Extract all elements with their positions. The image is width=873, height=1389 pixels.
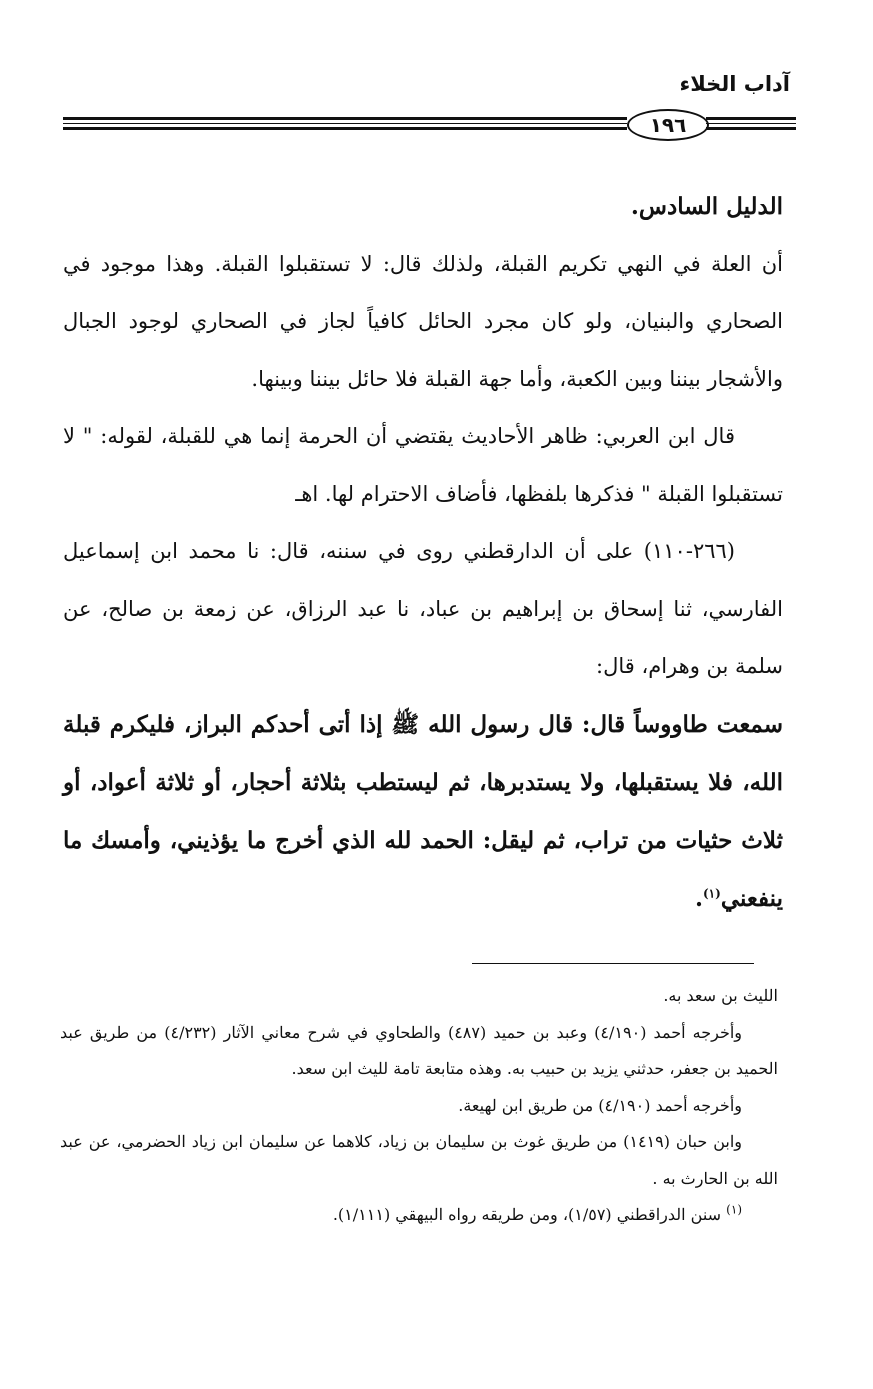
main-text: [63, 178, 783, 928]
footnote-ibn-hibban: وابن حبان (١٤١٩) من طريق غوث بن سليمان بن زياد، كلاهما عن سليمان ابن زياد الحضرمي، عن عبد الله بن الحارث به .: [60, 1132, 778, 1188]
paragraph-reason: أن العلة في النهي تكريم القبلة، ولذلك قال: لا تستقبلوا القبلة. وهذا موجود في الصحاري والبنيان، ولو كان مجرد الحائل كافياً لجاز في الصحاري لوجود الجبال والأشجار بيننا وبين الكعبة، وأما جهة القبلة فلا حائل بيننا وبينها.: [63, 251, 783, 391]
footnote-ahmad-abd: وأخرجه أحمد (٤/١٩٠) وعبد بن حميد (٤٨٧) والطحاوي في شرح معاني الآثار (٤/٢٣٢) من طريق عبد الحميد بن جعفر، حدثني يزيد بن حبيب به. وهذه متابعة تامة لليث ابن سعد.: [60, 1022, 778, 1078]
running-header-title: آداب الخلاء: [679, 72, 790, 96]
section-heading: الدليل السادس.: [630, 193, 783, 220]
footnote-continuation: الليث بن سعد به.: [663, 986, 778, 1005]
footnote-ahmad-lahia: وأخرجه أحمد (٤/١٩٠) من طريق ابن لهيعة.: [458, 1095, 742, 1115]
hadith-text: [63, 696, 783, 928]
footnote-reference: (١): [702, 885, 721, 900]
hadith-end-mark: .: [694, 884, 703, 912]
page-number: ١٩٦: [627, 109, 709, 141]
paragraph-isnad: (٢٦٦-١١٠) على أن الدارقطني روى في سننه، قال: نا محمد ابن إسماعيل الفارسي، ثنا إسحاق بن إبراهيم بن عباد، نا عبد الرزاق، عن زمعة بن صالح، عن سلمة بن وهرام، قال:: [63, 539, 783, 678]
header-rule-right: [706, 117, 796, 131]
hadith-body: سمعت طاووساً قال: قال رسول الله ﷺ إذا أتى أحدكم البراز، فليكرم قبلة الله، فلا يستقبلها، ولا يستدبرها، ثم ليستطب بثلاثة أحجار، أو ثلاثة أعواد، أو ثلاث حثيات من تراب، ثم ليقل: الحمد لله الذي أخرج ما يؤذيني، وأمسك ما ينفعني: [63, 710, 783, 912]
footnote-1: [60, 1197, 778, 1234]
footnotes: [60, 978, 778, 1234]
footnote-separator: [472, 963, 754, 964]
footnote-1-text: سنن الدراقطني (١/٥٧)، ومن طريقه رواه البيهقي (١/١١١).: [332, 1205, 722, 1224]
paragraph-ibn-arabi: قال ابن العربي: ظاهر الأحاديث يقتضي أن الحرمة إنما هي للقبلة، لقوله: " لا تستقبلوا القبلة " فذكرها بلفظها، فأضاف الاحترام لها. اهـ: [63, 424, 783, 506]
footnote-marker: (١): [726, 1202, 742, 1217]
header-rule-left: [63, 117, 627, 131]
